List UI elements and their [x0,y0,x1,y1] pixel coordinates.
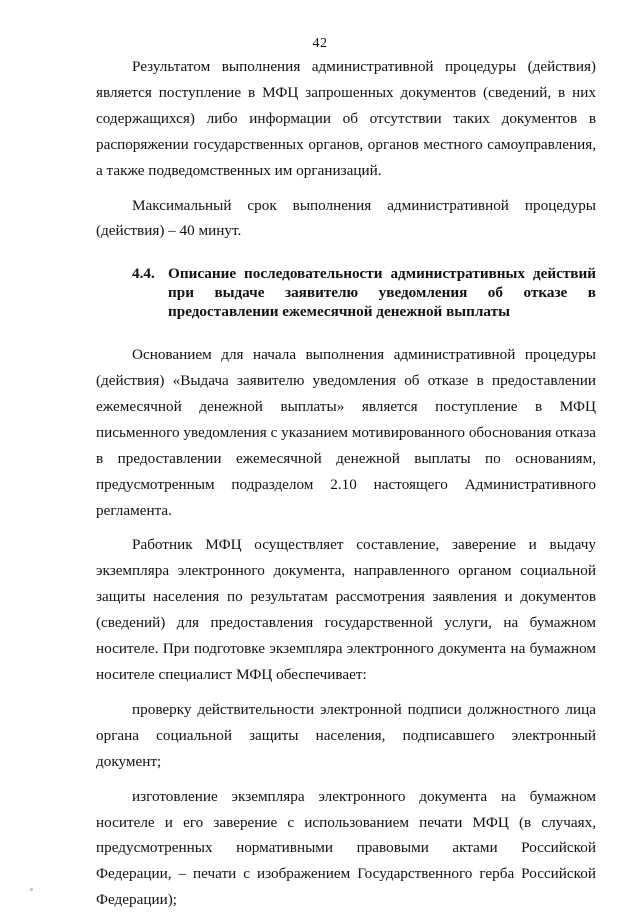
paragraph-basis: Основанием для начала выполнения административной процедуры (действия) «Выдача заявителю уведомления об отказе в предоставлении ежемесячной денежной выплаты» является поступление в МФЦ письменного уведомления с указанием мотивированного обоснования отказа в предоставлении ежемесячной денежной выплаты по основаниям, предусмотренным подразделом 2.10 настоящего Административного регламента. [96,346,596,519]
section-title: Описание последовательности административных действий при выдаче заявителю уведомления об отказе в предоставлении ежемесячной денежной выплаты [168,265,596,320]
section-heading [132,265,596,321]
paragraph-mfc-worker: Работник МФЦ осуществляет составление, заверение и выдачу экземпляра электронного документа, направленного органом социальной защиты населения по результатам рассмотрения заявления и документов (сведений) для предоставления государственной услуги, на бумажном носителе. При подготовке экземпляра электронного документа на бумажном носителе специалист МФЦ обеспечивает: [96,536,596,683]
section-number: 4.4. [132,265,155,283]
paragraph-paper-copy: изготовление экземпляра электронного документа на бумажном носителе и его заверение с использованием печати МФЦ (в случаях, предусмотренных нормативными правовыми актами Российской Федерации, – печати с изображением Государственного герба Российской Федерации); [96,787,596,909]
scan-mark [30,888,33,891]
document-body [96,54,596,913]
page-number: 42 [312,36,328,51]
paragraph-result: Результатом выполнения административной процедуры (действия) является поступление в МФЦ запрошенных документов (сведений, в них содержащихся) либо информации об отсутствии таких документов в распоряжении государственных органов, органов местного самоуправления, а также подведомственных им организаций. [96,58,596,179]
paragraph-signature-check: проверку действительности электронной подписи должностного лица органа социальной защиты населения, подписавшего электронный документ; [96,700,596,770]
paragraph-max-time: Максимальный срок выполнения административной процедуры (действия) – 40 минут. [96,196,596,240]
